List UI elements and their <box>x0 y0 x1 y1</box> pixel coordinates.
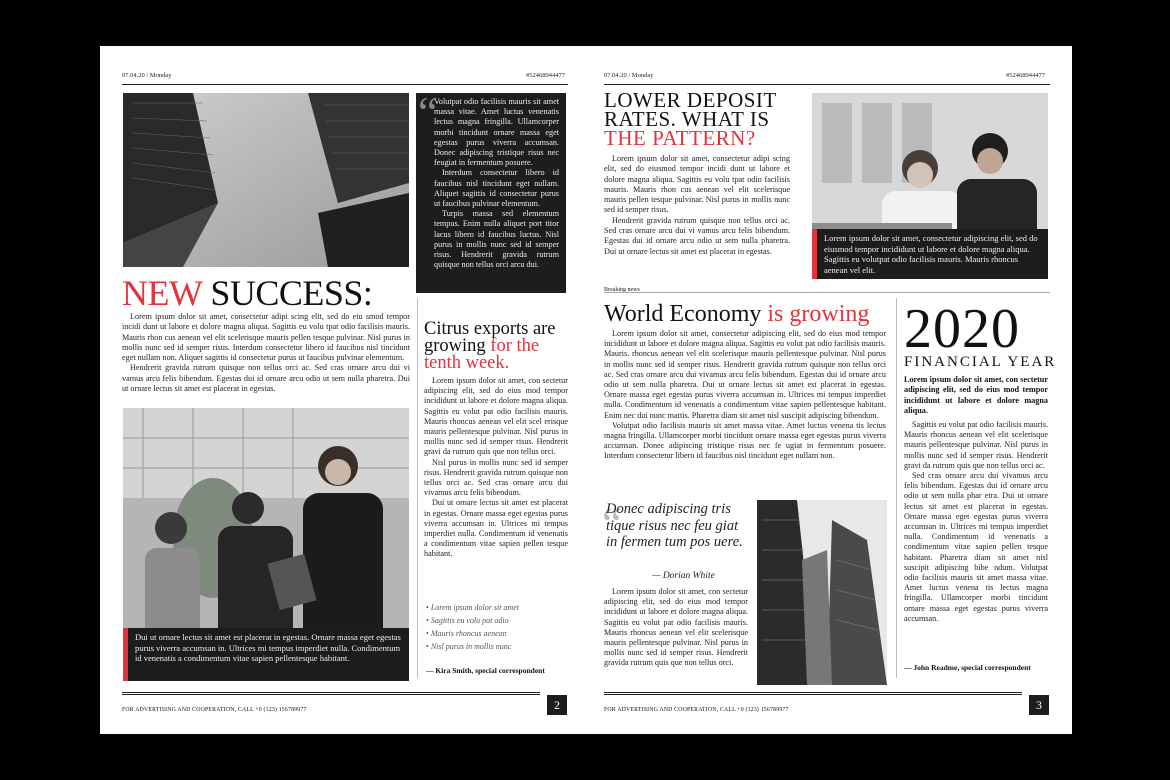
section-rule <box>604 292 1050 293</box>
lead-paragraph: Lorem ipsum dolor sit amet, con sectetur adipiscing elit, sed do eius mod tempor incididunt ut labore et dolore magna aliqua. <box>904 375 1048 415</box>
footer-rule <box>122 692 540 695</box>
issue-number: #52468944477 <box>1006 72 1045 79</box>
rates-headline-main: LOWER DEPOSIT RATES. WHAT IS <box>604 88 777 131</box>
article-paragraph: Hendrerit gravida rutrum quisque non tellus orci ac. Sed cras ornare arcu dui vi vamus arcu felis bibendum. Egestas dui id ornare arcu odio ut sem nulla pharetra. Dui ut ornare lectus sit amet est placerat in egestas. <box>604 215 790 256</box>
pull-quote: Donec adipiscing tris tique risus nec feu giat in fermen tum pos uere. <box>606 501 743 550</box>
page-right <box>586 46 1072 734</box>
quote-box-text <box>434 97 559 270</box>
column-divider <box>417 298 418 678</box>
quote-mark-icon: “ <box>602 499 622 548</box>
article-paragraph: Lorem ipsum dolor sit amet, con sectetur adipiscing elit, sed do eius mod tempor incididunt ut labore et dolore magna aliqua. Sagittis eu volut pat odio facilisis mauris. Mauris rhoncus aenean vel elit scel erisque mauris pellentesque pulvinar. Nisl purus in mollis nunc sed id semper risus. Hendrerit gravi da rutrum quis que non tellus orci. <box>424 376 568 457</box>
article-paragraph: Nisl purus in mollis nunc sed id semper risus. Hendrerit gravida rutrum quisque non tellus orci ac. Sed cras ornare arcu dui vivamus arcu felis bibendum. <box>424 457 568 498</box>
headline-main: SUCCESS: <box>210 273 373 313</box>
page-left <box>100 46 586 734</box>
footer-rule <box>604 692 1022 695</box>
article-paragraph: Sagittis eu volut pat odio facilisis mauris. Mauris rhoncus aenean vel elit scelerisque mauris pellentesque pulvinar. Nisl purus in mollis nunc sed id semper risus. Hendrerit gravi da rutrum quis que non tellus orci ac. <box>904 420 1048 470</box>
photo-caption: Lorem ipsum dolor sit amet, consectetur adipiscing elit, sed do eiusmod tempor incididunt ut labore et dolore magna aliqua. Sagittis eu volutpat odio facilisis mauris. Mauris rhoncus aenean vel elit. <box>812 229 1048 279</box>
pull-quote-author: — Dorian White <box>652 571 715 581</box>
date-label: 07.04.20 / Monday <box>122 72 172 79</box>
quote-box-paragraph: Interdum consectetur libero id faucibus nisl tincidunt eget nullam. Aliquet sagittis id consectetur purus ut faucibus pulvinar elementum. <box>434 168 559 209</box>
header-rule <box>122 84 568 85</box>
main-article-text <box>122 312 410 394</box>
article-paragraph: Volutpat odio facilisis mauris sit amet massa vitae. Amet luctus venena tis lectus magna fringilla. Ullamcorper morbi tincidunt ornare massa eget egestas purus viverra accumsan. Donec adipiscing tristique risus nec fe ugiat in fermentum posuere. Interdum consectetur libero id faucibus nisl tincidunt eget nullam non. <box>604 420 886 461</box>
date-label: 07.04.20 / Monday <box>604 72 654 79</box>
footer-text: FOR ADVERTISING AND COOPERATION, CALL +0 (123) 156789977 <box>604 707 789 713</box>
citrus-article-text <box>424 376 568 560</box>
headline-accent: NEW <box>122 273 202 313</box>
list-item: • Nisl purus in mollis nunc <box>426 642 566 655</box>
skyscraper-photo <box>123 93 409 267</box>
magazine-spread <box>100 46 1072 734</box>
headline-new-success <box>122 274 372 312</box>
bullet-list <box>426 603 566 655</box>
year-headline: 2020 <box>904 298 1020 360</box>
deposit-rates-headline <box>604 88 804 150</box>
quote-box <box>416 88 566 293</box>
world-article-text <box>604 329 886 462</box>
quote-box-paragraph: Turpis massa sed elementum tempus. Enim nulla aliquet port titor lacus libero id faucibus luctus. Nisl purus in mollis nunc sed id semper risus. Hendrerit gravida rutrum quisque non tellus orci arcu dui. <box>434 209 559 270</box>
photo-caption: Dui ut ornare lectus sit amet est placerat in egestas. Ornare massa eget egestas purus viverra accumsan in. Ultrices mi tempus imperdiet nulla. Condimentum id venenatis a condimentum vitae sapien pellentesque habitant. <box>123 628 409 681</box>
world-headline-accent: is growing <box>767 301 870 327</box>
article-paragraph: Lorem ipsum dolor sit amet, con sectetur adipiscing elit, sed do eius mod tempor incididunt ut labore et dolore magna aliqua. Sagittis eu volut pat odio facilisis mauris. Mauris rhoncus aenean vel elit scelerisque mauris pellentesque pulvinar. Nisl purus in mollis nunc sed id semper risus. Hendrerit gravida rutrum quis que non tellus orci. <box>604 587 748 668</box>
list-item: • Mauris rhoncus aenean <box>426 629 566 642</box>
list-item: • Lorem ipsum dolor sit amet <box>426 603 566 616</box>
article-paragraph: Sed cras ornare arcu dui vivamus arcu felis bibendum. Egestas dui id ornare arcu odio ut sem nulla phar etra. Dui ut ornare lectus sit amet est placerat in egestas. Ornare massa eget egestas purus viverra accumsan in. Ultrices mi tempus imperdiet nulla. Condimentum id venenatis a condimentum vitae sapien pellen tesque habitant. Pharetra diam sit amet nisl suscipit adipiscing bibe ndum. Volutpat odio facilisis mauris sit amet massa vitae. Amet luctus venena tis lectus magna fringilla. Ullamcorper morbi tincidunt ornare massa eget egestas purus viverra accumsan. <box>904 471 1048 623</box>
quote-box-paragraph: Volutpat odio facilisis mauris sit amet massa vitae. Amet luctus venenatis lectus magna fringilla. Ullamcorper morbi tincidunt ornare massa eget egestas purus viverra accumsan. Donec adipiscing tristique risus nec feugiat in fermentum posuere. <box>434 97 559 168</box>
header-rule <box>604 84 1050 85</box>
byline: — John Readme, special correspondent <box>904 663 1031 672</box>
year-lead-text <box>904 375 1048 416</box>
issue-number: #52468944477 <box>526 72 565 79</box>
footer-text: FOR ADVERTISING AND COOPERATION, CALL +0 (123) 156789977 <box>122 707 307 713</box>
skyscraper-photo-2 <box>757 500 887 685</box>
article-paragraph: Lorem ipsum dolor sit amet, consectetur adipiscing elit, sed do eius mod tempor incididunt ut labore et dolore magna aliqua. Sagittis eu volut pat odio facilisis mauris. Mauris. rhoncus aenean vel elit scelerisque mauris pellentesque pulvinar. Nisl purus in mollis nunc sed id semper risus. Hendrerit gravida rutrum quisque non tellus orci ac. Sed cras ornare arcu dui vivamus arcu felis bibendum. Egestas dui id ornare arcu odio ut sem nulla pharetra. Dui ut ornare lectus sit amet est placerat in egestas. Ornare massa eget egestas purus viverra accumsan in. Ultrices mi tempus imperdiet nulla. Condimentum id venenatis a condimentum vitae sapien pellentesque habitant. Enim nec dui nunc mattis. Pharetra diam sit amet nisl suscipit adipiscing bibendum. <box>604 329 886 420</box>
column-divider <box>896 298 897 678</box>
breaking-news-label: Breaking news <box>604 287 640 293</box>
year-article-text <box>904 420 1048 624</box>
article-paragraph: Dui ut ornare lectus sit amet est placerat in egestas. Ornare massa eget egestas purus viverra accumsan in. Ultrices mi tempus imperdiet nulla. Condimentum id venenatis a condimentum vitae sapien pellen tesque habitant. <box>424 498 568 559</box>
article-paragraph: Lorem ipsum dolor sit amet, consectetur adipi scing elit, sed do eiusmod tempor incidi dunt ut labore et dolore magna aliqua. Sagittis eu volu tpat odio facilisis mauris. Mauris rhon cus aenean vel elit scelerisque mauris pellen tesque pulvinar. Nisl purus in mollis nunc sed id semper risus. <box>604 154 790 215</box>
world-economy-headline <box>604 301 869 327</box>
quote-mark-icon: “ <box>418 88 438 137</box>
article-paragraph: Hendrerit gravida rutrum quisque non tellus orci ac. Sed cras ornare arcu dui vi vamus arcu felis bibendum. Egestas dui id ornare arcu odio ut sem nulla pharetra. Dui ut ornare lectus sit amet est placerat in egestas. <box>122 363 410 394</box>
world-headline-main: World Economy <box>604 301 762 327</box>
page-number: 2 <box>547 695 567 715</box>
citrus-headline <box>424 321 569 372</box>
page-number: 3 <box>1029 695 1049 715</box>
list-item: • Sagittis eu volu pat odio <box>426 616 566 629</box>
financial-year-label: FINANCIAL YEAR <box>904 354 1057 370</box>
citrus-headline-accent: for the tenth week. <box>424 336 540 373</box>
rates-article-text <box>604 154 790 257</box>
rates-headline-accent: THE PATTERN? <box>604 126 756 150</box>
bottom-article-text <box>604 587 748 669</box>
article-paragraph: Lorem ipsum dolor sit amet, consectetur adipi scing elit, sed do eiu smod tempor incidi dunt ut labore et dolore magna aliqua. Sagittis eu volu tpat odio facilisis mauris. Mauris rhon cus aenean vel elit scelerisque mauris pellen tesque pulvinar. Nisl purus in mollis nunc sed id semper risus. Interdum consectetur libero id faucibus nisl tincidunt eget nullam non. Aliquet sagittis id consectetur purus ut faucibus pulvinar elementum. <box>122 312 410 363</box>
citrus-headline-main: Citrus exports are growing <box>424 319 556 356</box>
byline: — Kira Smith, special correspondent <box>426 666 545 675</box>
